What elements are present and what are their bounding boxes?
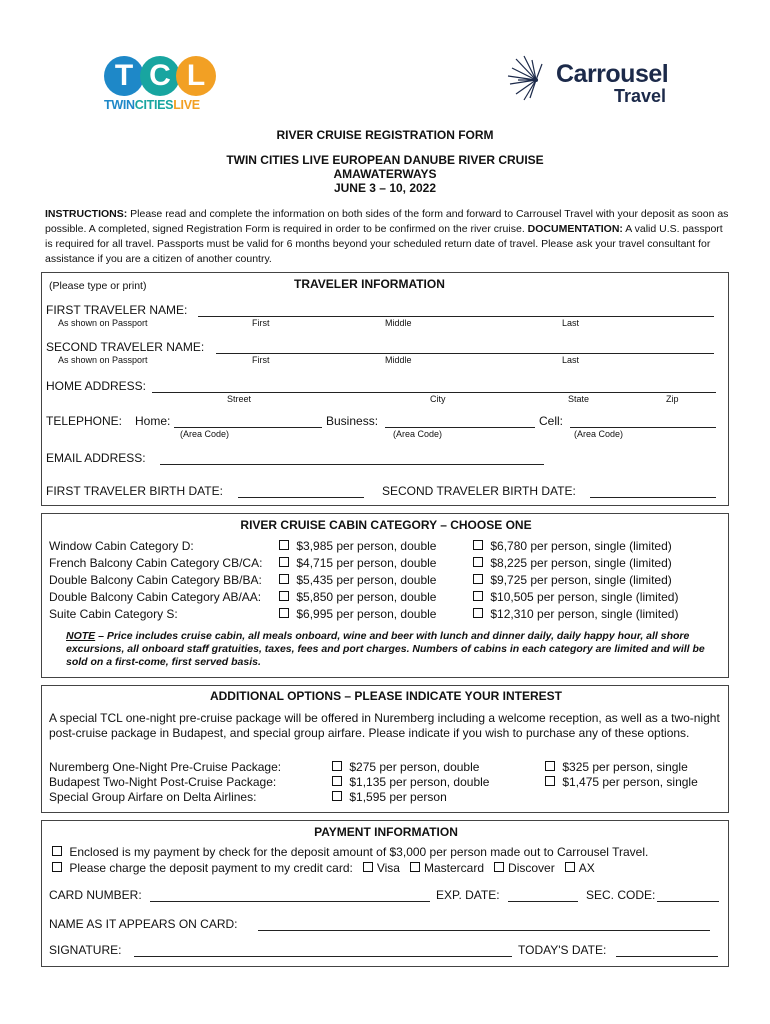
double-price: $4,715 per person, double: [296, 556, 437, 570]
checkbox-icon[interactable]: [473, 540, 483, 550]
checkbox-icon[interactable]: [545, 776, 555, 786]
form-title: RIVER CRUISE REGISTRATION FORM: [276, 128, 494, 142]
discover-option[interactable]: [494, 861, 555, 875]
cruise-dates: JUNE 3 – 10, 2022: [333, 181, 437, 195]
area-code-caption: (Area Code): [574, 429, 624, 439]
single-price: $6,780 per person, single (limited): [490, 539, 672, 553]
option-price: $275 per person, double: [349, 760, 480, 774]
zip-caption: Zip: [666, 394, 679, 404]
cabin-double-option[interactable]: [279, 538, 436, 555]
double-price: $6,995 per person, double: [296, 607, 437, 621]
checkbox-icon[interactable]: [279, 557, 289, 567]
cabin-category-section: [41, 513, 729, 678]
cabin-double-option[interactable]: [279, 572, 436, 589]
pay-by-card-row: [52, 861, 595, 875]
carrousel-travel: Travel: [614, 86, 667, 106]
name-on-card-label: NAME AS IT APPEARS ON CARD:: [49, 917, 238, 931]
checkbox-icon[interactable]: [332, 776, 342, 786]
option-b-choice[interactable]: [545, 775, 698, 790]
option-name: Nuremberg One-Night Pre-Cruise Package:: [49, 760, 282, 774]
first-caption: First: [252, 355, 270, 365]
tcl-logo-twin: TWIN: [104, 98, 135, 112]
sec-code-label: SEC. CODE:: [586, 888, 656, 902]
option-a-choice[interactable]: [332, 775, 489, 790]
cabin-name: French Balcony Cabin Category CB/CA:: [49, 556, 263, 570]
carrousel-name: Carrousel: [556, 60, 669, 88]
second-birth-date-label: SECOND TRAVELER BIRTH DATE:: [382, 484, 576, 498]
ax-option[interactable]: [565, 861, 595, 875]
option-names: [49, 760, 281, 805]
instructions-text: Please read and complete the information on both sides of the form and forward to Carrousel Travel with your deposit as soon as possible. A completed, signed Registration Form is required in order to be confirmed on the river cruise.: [45, 208, 729, 235]
cabin-single-options: [473, 538, 678, 623]
second-birth-date-field[interactable]: [590, 497, 716, 498]
cabin-single-option[interactable]: [473, 589, 678, 606]
additional-options-section: [41, 685, 729, 813]
first-traveler-label: FIRST TRAVELER NAME:: [46, 303, 188, 317]
pay-by-card-text: Please charge the deposit payment to my credit card:: [69, 861, 353, 875]
street-caption: Street: [227, 394, 252, 404]
cabin-category-title: RIVER CRUISE CABIN CATEGORY – CHOOSE ONE: [240, 518, 532, 532]
checkbox-icon[interactable]: [52, 846, 62, 856]
instructions: [45, 207, 730, 267]
visa-option[interactable]: [363, 861, 400, 875]
cabin-name: Double Balcony Cabin Category AB/AA:: [49, 590, 262, 604]
checkbox-icon[interactable]: [545, 761, 555, 771]
cell-phone-field[interactable]: [570, 427, 716, 428]
home-phone-field[interactable]: [174, 427, 322, 428]
option-price: $1,595 per person: [349, 790, 447, 804]
checkbox-icon[interactable]: [410, 862, 420, 872]
checkbox-icon[interactable]: [565, 862, 575, 872]
mastercard-label: Mastercard: [424, 861, 485, 875]
card-number-label: CARD NUMBER:: [49, 888, 142, 902]
area-code-caption: (Area Code): [393, 429, 443, 439]
middle-caption: Middle: [385, 355, 412, 365]
option-b-choices: [545, 760, 698, 790]
cabin-name: Window Cabin Category D:: [49, 539, 194, 553]
checkbox-icon[interactable]: [279, 591, 289, 601]
first-birth-date-label: FIRST TRAVELER BIRTH DATE:: [46, 484, 223, 498]
additional-options-intro: A special TCL one-night pre-cruise package will be offered in Nuremberg including a welcome reception, as well as a two-night post-cruise package in Budapest, and special group airfare. Please indicate if you wish to purchase any of these options.: [49, 711, 720, 740]
business-phone-label: Business:: [326, 414, 379, 428]
email-label: EMAIL ADDRESS:: [46, 451, 146, 465]
tcl-logo: [104, 56, 222, 118]
home-address-label: HOME ADDRESS:: [46, 379, 147, 393]
cruise-title: TWIN CITIES LIVE EUROPEAN DANUBE RIVER CRUISE: [226, 153, 544, 167]
tcl-logo-l: L: [176, 56, 216, 96]
visa-label: Visa: [376, 861, 400, 875]
single-price: $9,725 per person, single (limited): [490, 573, 672, 587]
as-shown-on-passport: As shown on Passport: [58, 318, 148, 328]
option-name: Special Group Airfare on Delta Airlines:: [49, 790, 257, 804]
middle-caption: Middle: [385, 318, 412, 328]
checkbox-icon[interactable]: [473, 608, 483, 618]
option-a-choice[interactable]: [332, 790, 489, 805]
pay-by-check-text: Enclosed is my payment by check for the deposit amount of $3,000 per person made out to Carrousel Travel.: [69, 845, 649, 859]
option-price: $325 per person, single: [562, 760, 688, 774]
first-traveler-name-field[interactable]: [198, 316, 714, 317]
business-phone-field[interactable]: [385, 427, 535, 428]
cabin-note: [66, 630, 718, 669]
type-or-print-hint: (Please type or print): [49, 280, 147, 292]
first-caption: First: [252, 318, 270, 328]
checkbox-icon[interactable]: [473, 591, 483, 601]
option-a-choices: [332, 760, 489, 805]
option-price: $1,135 per person, double: [349, 775, 490, 789]
tcl-logo-cities: CITIES: [134, 98, 174, 112]
double-price: $5,435 per person, double: [296, 573, 437, 587]
option-a-choice[interactable]: [332, 760, 489, 775]
cell-phone-label: Cell:: [539, 414, 564, 428]
note-label: NOTE: [66, 630, 96, 642]
cabin-double-option[interactable]: [279, 606, 436, 623]
pay-by-card-option[interactable]: [52, 861, 353, 875]
documentation-label: DOCUMENTATION:: [527, 223, 623, 235]
ax-label: AX: [578, 861, 595, 875]
email-field[interactable]: [160, 464, 544, 465]
cabin-row: [49, 538, 262, 623]
checkbox-icon[interactable]: [363, 862, 373, 872]
double-price: $5,850 per person, double: [296, 590, 437, 604]
signature-field[interactable]: [134, 956, 512, 957]
cabin-single-option[interactable]: [473, 538, 678, 555]
telephone-label: TELEPHONE:: [46, 414, 123, 428]
checkbox-icon[interactable]: [473, 557, 483, 567]
as-shown-on-passport: As shown on Passport: [58, 355, 148, 365]
traveler-info-section: [41, 272, 729, 506]
tcl-logo-live: LIVE: [173, 98, 200, 112]
city-caption: City: [430, 394, 446, 404]
tcl-logo-t: T: [104, 56, 144, 96]
checkbox-icon[interactable]: [494, 862, 504, 872]
additional-options-title: ADDITIONAL OPTIONS – PLEASE INDICATE YOUR INTEREST: [209, 689, 563, 703]
carrousel-logo: [506, 54, 676, 110]
first-birth-date-field[interactable]: [238, 497, 364, 498]
signature-label: SIGNATURE:: [49, 943, 122, 957]
single-price: $8,225 per person, single (limited): [490, 556, 672, 570]
card-number-field[interactable]: [150, 901, 430, 902]
checkbox-icon[interactable]: [332, 791, 342, 801]
tcl-logo-c: C: [140, 56, 180, 96]
exp-date-label: EXP. DATE:: [436, 888, 500, 902]
single-price: $10,505 per person, single (limited): [490, 590, 679, 604]
area-code-caption: (Area Code): [180, 429, 230, 439]
cabin-single-option[interactable]: [473, 606, 678, 623]
sec-code-field[interactable]: [657, 901, 719, 902]
last-caption: Last: [562, 355, 580, 365]
option-b-choice[interactable]: [545, 760, 698, 775]
cabin-name: Suite Cabin Category S:: [49, 607, 178, 621]
double-price: $3,985 per person, double: [296, 539, 437, 553]
documentation-text: A valid U.S. passport is required for all travel. Passports must be valid for 6 months beyond your scheduled return date of travel. Please ask your travel consultant for assistance if you are a citizen of another country.: [45, 223, 723, 265]
payment-section: [41, 820, 729, 967]
checkbox-icon[interactable]: [279, 540, 289, 550]
cruise-line: AMAWATERWAYS: [333, 167, 437, 181]
instructions-label: INSTRUCTIONS:: [45, 208, 128, 220]
cabin-double-options: [279, 538, 436, 623]
cabin-double-option[interactable]: [279, 589, 436, 606]
single-price: $12,310 per person, single (limited): [490, 607, 679, 621]
checkbox-icon[interactable]: [279, 574, 289, 584]
pay-by-check-option[interactable]: [52, 845, 648, 859]
last-caption: Last: [562, 318, 580, 328]
cabin-double-option[interactable]: [279, 555, 436, 572]
payment-title: PAYMENT INFORMATION: [314, 825, 458, 839]
checkbox-icon[interactable]: [52, 862, 62, 872]
home-phone-label: Home:: [135, 414, 171, 428]
todays-date-label: TODAY'S DATE:: [518, 943, 607, 957]
cabin-single-option[interactable]: [473, 572, 678, 589]
cabin-name: Double Balcony Cabin Category BB/BA:: [49, 573, 262, 587]
mastercard-option[interactable]: [410, 861, 484, 875]
todays-date-field[interactable]: [616, 956, 718, 957]
discover-label: Discover: [508, 861, 555, 875]
name-on-card-field[interactable]: [258, 930, 710, 931]
checkbox-icon[interactable]: [332, 761, 342, 771]
second-traveler-name-field[interactable]: [216, 353, 714, 354]
traveler-info-title: TRAVELER INFORMATION: [294, 277, 445, 291]
option-price: $1,475 per person, single: [562, 775, 698, 789]
option-name: Budapest Two-Night Post-Cruise Package:: [49, 775, 277, 789]
state-caption: State: [568, 394, 590, 404]
note-text: – Price includes cruise cabin, all meals onboard, wine and beer with lunch and dinner daily, daily happy hour, all shore excursions, all onboard staff gratuities, taxes, fees and port charges. Numbers of cabins in each category are limited and will be sold on a first-come, first served basis.: [66, 630, 705, 668]
home-address-field[interactable]: [152, 392, 716, 393]
cabin-single-option[interactable]: [473, 555, 678, 572]
second-traveler-label: SECOND TRAVELER NAME:: [46, 340, 205, 354]
exp-date-field[interactable]: [508, 901, 578, 902]
checkbox-icon[interactable]: [473, 574, 483, 584]
checkbox-icon[interactable]: [279, 608, 289, 618]
